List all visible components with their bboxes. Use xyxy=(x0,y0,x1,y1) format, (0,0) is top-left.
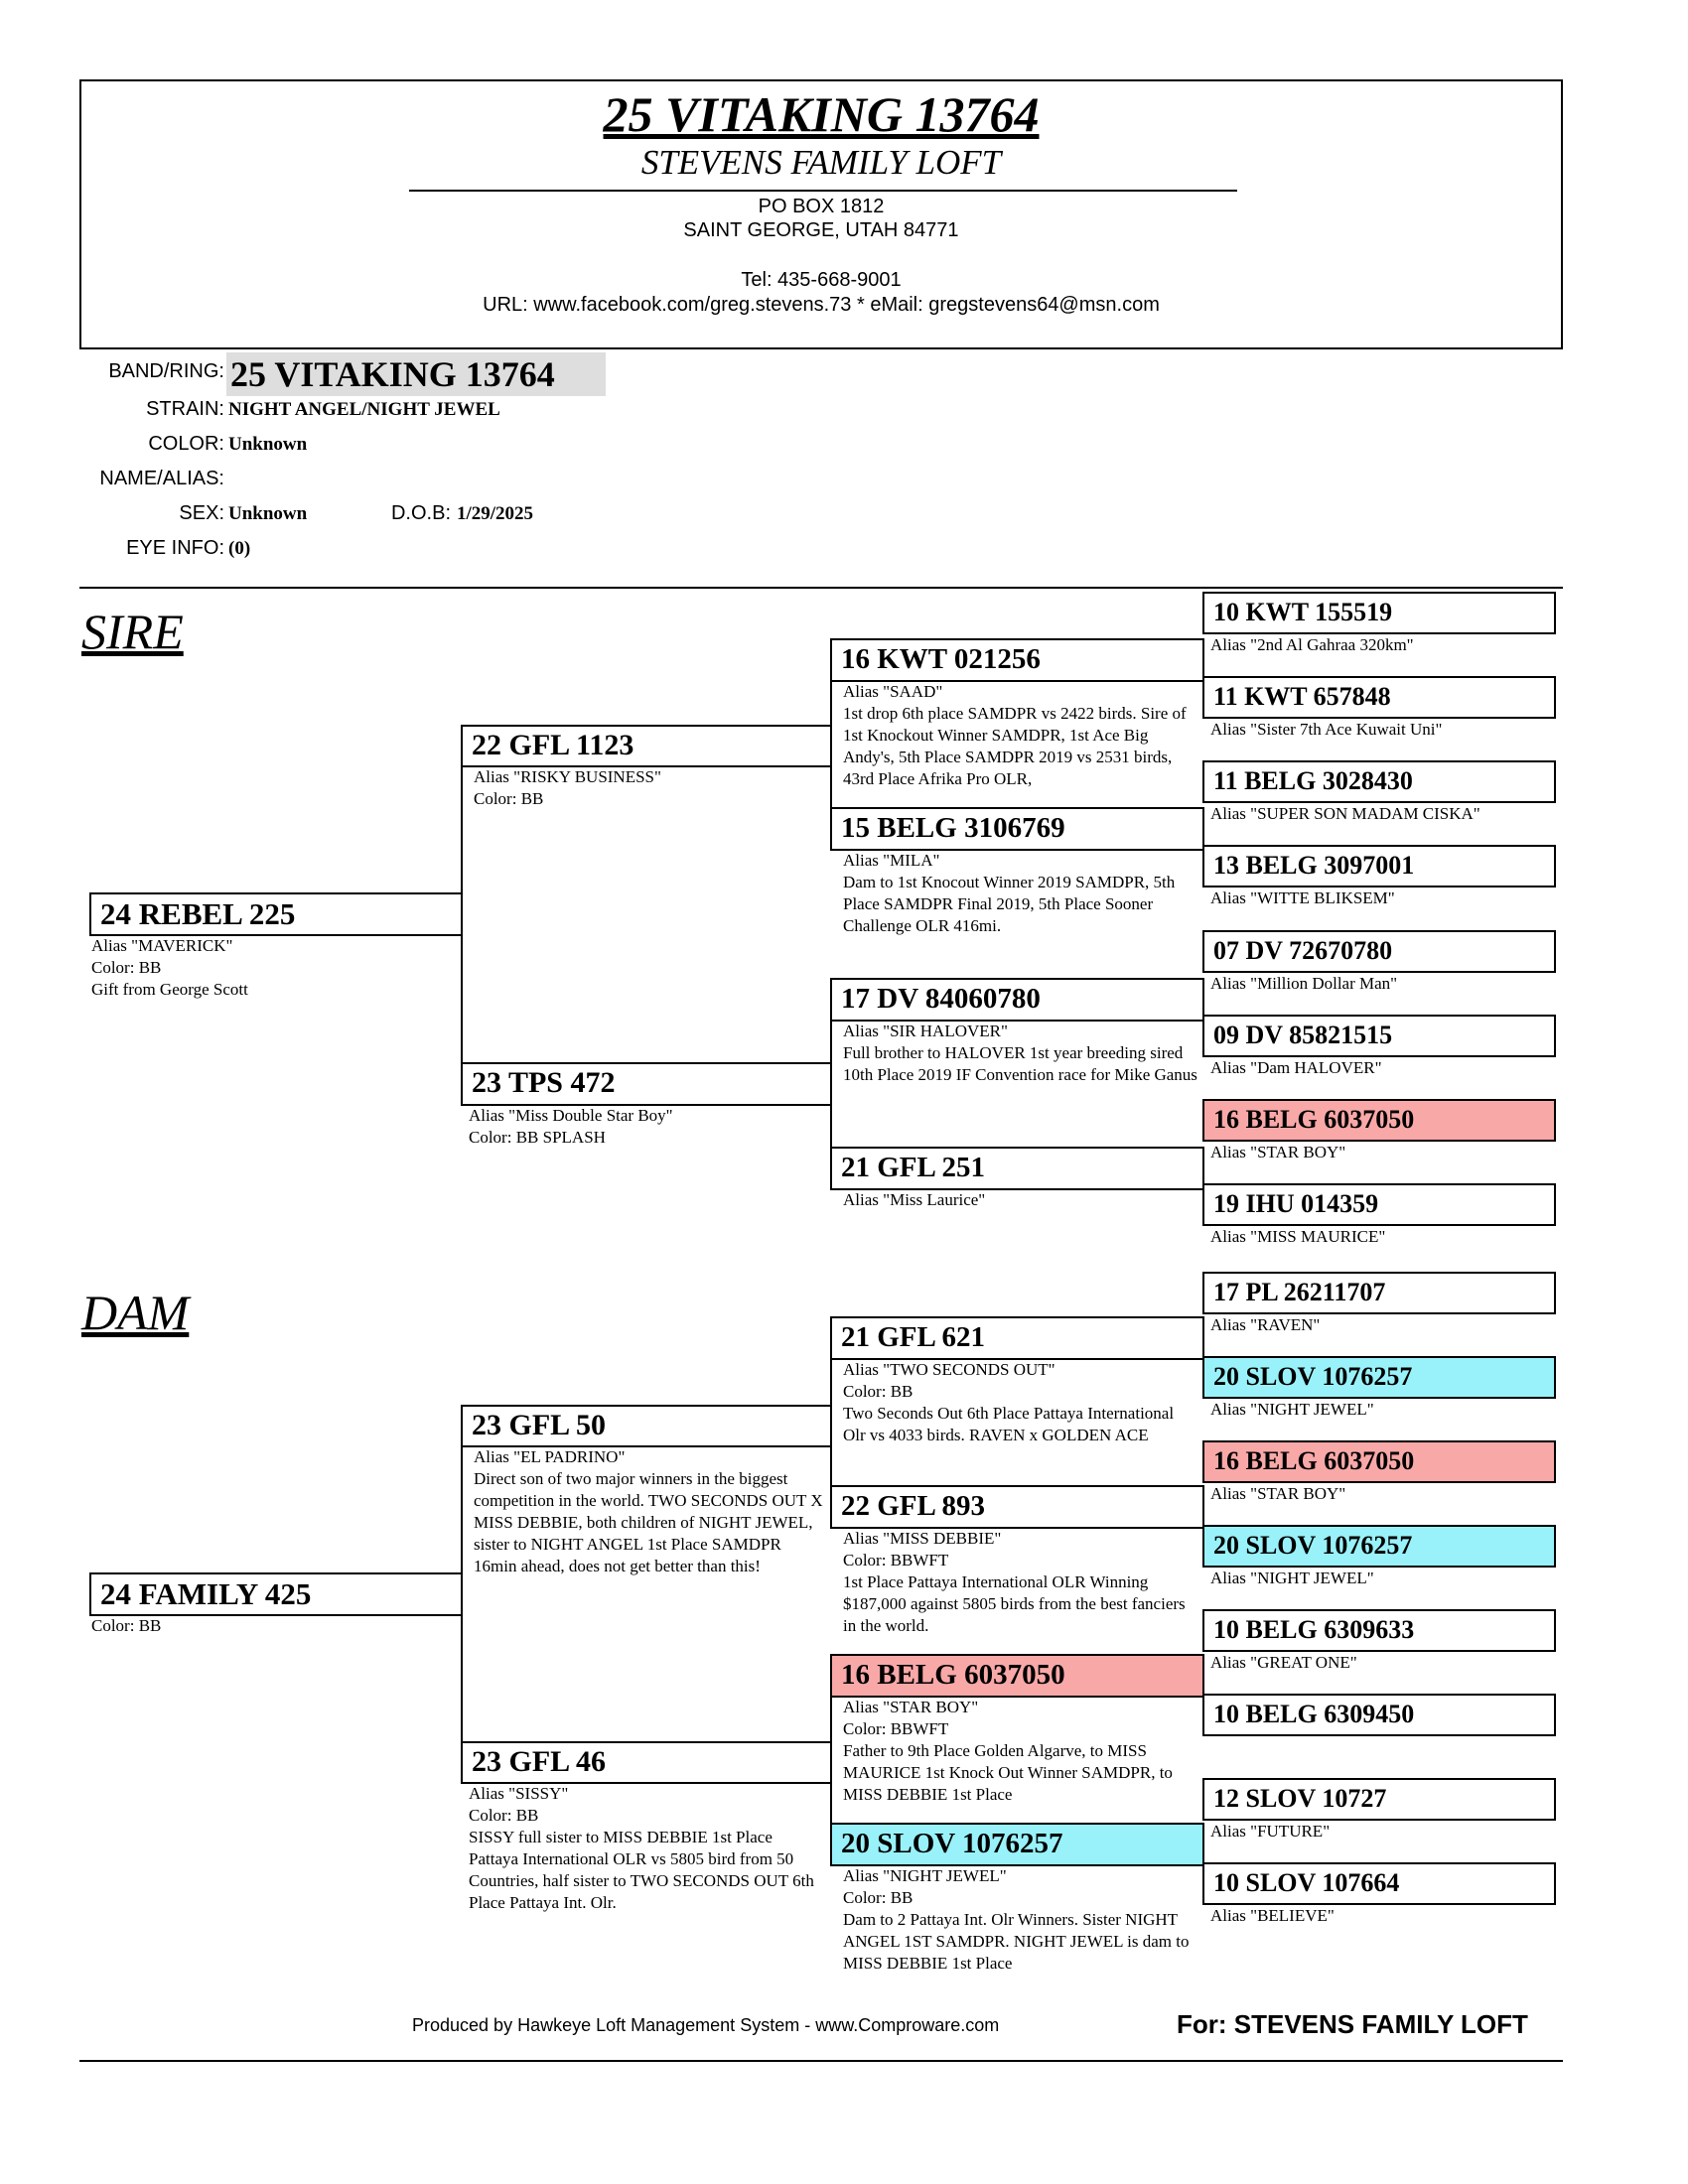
dob-label: D.O.B: xyxy=(390,502,451,524)
gen3-info xyxy=(843,1697,1198,1806)
gen2-band-box: 23 GFL 50 xyxy=(461,1405,832,1447)
gen4-alias: Alias "Million Dollar Man" xyxy=(1210,974,1398,993)
gen3-info-line: Alias "NIGHT JEWEL" xyxy=(843,1866,1007,1885)
gen4-alias: Alias "NIGHT JEWEL" xyxy=(1210,1569,1374,1587)
address-line-1: PO BOX 1812 xyxy=(758,196,885,217)
gen4-band-box: 10 SLOV 107664 xyxy=(1202,1862,1556,1905)
band-value: 25 VITAKING 13764 xyxy=(226,352,606,396)
gen2-info-line: Color: BB SPLASH xyxy=(469,1128,606,1147)
gen3-info-line: Alias "STAR BOY" xyxy=(843,1698,979,1716)
eye-info-value: (0) xyxy=(228,538,251,559)
gen4-alias: Alias "STAR BOY" xyxy=(1210,1484,1346,1503)
gen2-info xyxy=(469,1783,826,1914)
gen4-alias: Alias "WITTE BLIKSEM" xyxy=(1210,888,1395,907)
eye-info-label: EYE INFO: xyxy=(126,537,224,559)
gen3-info-line: Color: BBWFT xyxy=(843,1719,949,1738)
address-line-2: SAINT GEORGE, UTAH 84771 xyxy=(683,219,959,241)
sire-info-line: Color: BB xyxy=(91,958,162,977)
gen4-alias: Alias "MISS MAURICE" xyxy=(1210,1227,1386,1246)
gen4-band-box: 11 KWT 657848 xyxy=(1202,676,1556,719)
gen4-band-box: 10 KWT 155519 xyxy=(1202,592,1556,634)
gen4-band-box: 09 DV 85821515 xyxy=(1202,1015,1556,1057)
sex-value: Unknown xyxy=(228,503,308,524)
gen4-alias: Alias "STAR BOY" xyxy=(1210,1143,1346,1161)
gen4-band-box: 13 BELG 3097001 xyxy=(1202,845,1556,887)
gen2-band-box: 22 GFL 1123 xyxy=(461,725,832,767)
gen4-band-box: 10 BELG 6309633 xyxy=(1202,1609,1556,1652)
gen3-info xyxy=(843,1359,1198,1446)
gen4-alias: Alias "SUPER SON MADAM CISKA" xyxy=(1210,804,1480,823)
gen3-band-box: 21 GFL 251 xyxy=(830,1147,1204,1190)
gen3-band-box: 20 SLOV 1076257 xyxy=(830,1823,1204,1866)
top-rule xyxy=(79,587,1563,589)
gen3-info-line: Alias "MISS DEBBIE" xyxy=(843,1529,1002,1548)
gen3-info xyxy=(843,1865,1198,1975)
strain-value: NIGHT ANGEL/NIGHT JEWEL xyxy=(228,399,500,420)
gen3-band-box: 22 GFL 893 xyxy=(830,1485,1204,1529)
sire-band-box: 24 REBEL 225 xyxy=(89,892,463,936)
sire-info xyxy=(91,935,459,1001)
gen4-alias: Alias "NIGHT JEWEL" xyxy=(1210,1400,1374,1419)
gen3-info xyxy=(843,681,1198,790)
dam-info-line: Color: BB xyxy=(91,1616,162,1635)
gen3-band-box: 17 DV 84060780 xyxy=(830,978,1204,1022)
gen3-info-line: Alias "Miss Laurice" xyxy=(843,1190,986,1209)
gen2-info xyxy=(469,1105,826,1149)
header-box xyxy=(79,79,1563,349)
gen4-band-box: 17 PL 26211707 xyxy=(1202,1272,1556,1314)
gen3-band-box: 16 BELG 6037050 xyxy=(830,1654,1204,1698)
gen2-info-line: Alias "RISKY BUSINESS" xyxy=(474,767,661,786)
color-value: Unknown xyxy=(228,434,308,455)
gen3-info xyxy=(843,850,1198,937)
url-email: URL: www.facebook.com/greg.stevens.73 * eMail: gregstevens64@msn.com xyxy=(483,294,1160,316)
dam-heading: DAM xyxy=(81,1285,190,1340)
gen4-alias: Alias "FUTURE" xyxy=(1210,1822,1331,1841)
gen4-band-box: 07 DV 72670780 xyxy=(1202,930,1556,973)
gen3-info-line: Alias "TWO SECONDS OUT" xyxy=(843,1360,1055,1379)
sire-heading: SIRE xyxy=(81,604,184,659)
produced-by-text: Produced by Hawkeye Loft Management System - www.Comproware.com xyxy=(412,2015,1000,2035)
gen2-info-line: Alias "SISSY" xyxy=(469,1784,569,1803)
gen3-info-line: 1st drop 6th place SAMDPR vs 2422 birds. Sire of 1st Knockout Winner SAMDPR, 1st Ace Big Andy's, 5th Place SAMDPR 2019 vs 2531 birds, 43rd Place Afrika Pro OLR, xyxy=(843,704,1187,788)
gen4-alias: Alias "2nd Al Gahraa 320km" xyxy=(1210,635,1414,654)
gen2-band-box: 23 TPS 472 xyxy=(461,1062,832,1106)
gen2-info-line: Direct son of two major winners in the biggest competition in the world. TWO SECONDS OUT X MISS DEBBIE, both children of NIGHT JEWEL, sister to NIGHT ANGEL 1st Place SAMDPR 16min ahead, does not get better than this! xyxy=(474,1469,823,1575)
gen3-info-line: Alias "SAAD" xyxy=(843,682,943,701)
gen4-alias: Alias "RAVEN" xyxy=(1210,1315,1321,1334)
gen3-info xyxy=(843,1528,1198,1637)
gen4-band-box: 16 BELG 6037050 xyxy=(1202,1440,1556,1483)
gen3-info-line: Dam to 2 Pattaya Int. Olr Winners. Sister NIGHT ANGEL 1ST SAMDPR. NIGHT JEWEL is dam to MISS DEBBIE 1st Place xyxy=(843,1910,1190,1973)
gen3-info-line: Color: BBWFT xyxy=(843,1551,949,1570)
gen4-band-box: 19 IHU 014359 xyxy=(1202,1183,1556,1226)
loft-name: STEVENS FAMILY LOFT xyxy=(640,143,1002,182)
gen3-info-line: Dam to 1st Knocout Winner 2019 SAMDPR, 5th Place SAMDPR Final 2019, 5th Place Sooner Challenge OLR 416mi. xyxy=(843,873,1176,935)
gen3-info-line: Full brother to HALOVER 1st year breeding sired 10th Place 2019 IF Convention race for Mike Ganus xyxy=(843,1043,1197,1084)
gen4-band-box: 20 SLOV 1076257 xyxy=(1202,1356,1556,1399)
gen4-band-box: 11 BELG 3028430 xyxy=(1202,760,1556,803)
name-alias-label: NAME/ALIAS: xyxy=(99,468,224,489)
header-divider xyxy=(409,190,1237,192)
sire-info-line: Gift from George Scott xyxy=(91,980,248,999)
gen3-info xyxy=(843,1189,1198,1211)
gen2-band-box: 23 GFL 46 xyxy=(461,1741,832,1784)
gen3-info-line: Color: BB xyxy=(843,1382,914,1401)
gen3-band-box: 21 GFL 621 xyxy=(830,1316,1204,1360)
dam-band-box: 24 FAMILY 425 xyxy=(89,1572,463,1616)
gen3-band-box: 15 BELG 3106769 xyxy=(830,807,1204,851)
gen4-alias: Alias "GREAT ONE" xyxy=(1210,1653,1357,1672)
gen4-band-box: 20 SLOV 1076257 xyxy=(1202,1525,1556,1568)
gen2-info-line: Alias "Miss Double Star Boy" xyxy=(469,1106,673,1125)
gen2-info xyxy=(474,766,826,810)
telephone: Tel: 435-668-9001 xyxy=(741,269,902,291)
gen3-info-line: Color: BB xyxy=(843,1888,914,1907)
gen2-info-line: Color: BB xyxy=(469,1806,539,1825)
band-label: BAND/RING: xyxy=(108,360,224,382)
gen2-info-line: Alias "EL PADRINO" xyxy=(474,1447,626,1466)
gen3-info xyxy=(843,1021,1198,1086)
gen4-band-box: 12 SLOV 10727 xyxy=(1202,1778,1556,1821)
gen3-info-line: Alias "SIR HALOVER" xyxy=(843,1022,1008,1040)
for-loft-text: For: STEVENS FAMILY LOFT xyxy=(1177,2009,1528,2039)
gen4-alias: Alias "BELIEVE" xyxy=(1210,1906,1335,1925)
gen3-band-box: 16 KWT 021256 xyxy=(830,638,1204,682)
gen4-alias: Alias "Sister 7th Ace Kuwait Uni" xyxy=(1210,720,1443,739)
page-title: 25 VITAKING 13764 xyxy=(603,86,1040,142)
color-label: COLOR: xyxy=(148,433,224,455)
gen3-info-line: 1st Place Pattaya International OLR Winning $187,000 against 5805 birds from the best fanciers in the world. xyxy=(843,1572,1186,1635)
gen3-info-line: Two Seconds Out 6th Place Pattaya International Olr vs 4033 birds. RAVEN x GOLDEN ACE xyxy=(843,1404,1175,1444)
gen4-alias: Alias "Dam HALOVER" xyxy=(1210,1058,1382,1077)
gen3-info-line: Alias "MILA" xyxy=(843,851,940,870)
gen4-band-box: 16 BELG 6037050 xyxy=(1202,1099,1556,1142)
dam-info xyxy=(91,1615,459,1637)
gen2-info xyxy=(474,1446,826,1577)
dob-value: 1/29/2025 xyxy=(457,503,534,524)
bottom-rule xyxy=(79,2060,1563,2062)
gen2-info-line: SISSY full sister to MISS DEBBIE 1st Place Pattaya International OLR vs 5805 bird from 50 Countries, half sister to TWO SECONDS OUT 6th Place Pattaya Int. Olr. xyxy=(469,1828,814,1912)
strain-label: STRAIN: xyxy=(146,398,224,420)
sire-info-line: Alias "MAVERICK" xyxy=(91,936,233,955)
gen3-info-line: Father to 9th Place Golden Algarve, to MISS MAURICE 1st Knock Out Winner SAMDPR, to MISS DEBBIE 1st Place xyxy=(843,1741,1173,1804)
gen4-band-box: 10 BELG 6309450 xyxy=(1202,1694,1556,1736)
sex-label: SEX: xyxy=(179,502,224,524)
gen2-info-line: Color: BB xyxy=(474,789,544,808)
